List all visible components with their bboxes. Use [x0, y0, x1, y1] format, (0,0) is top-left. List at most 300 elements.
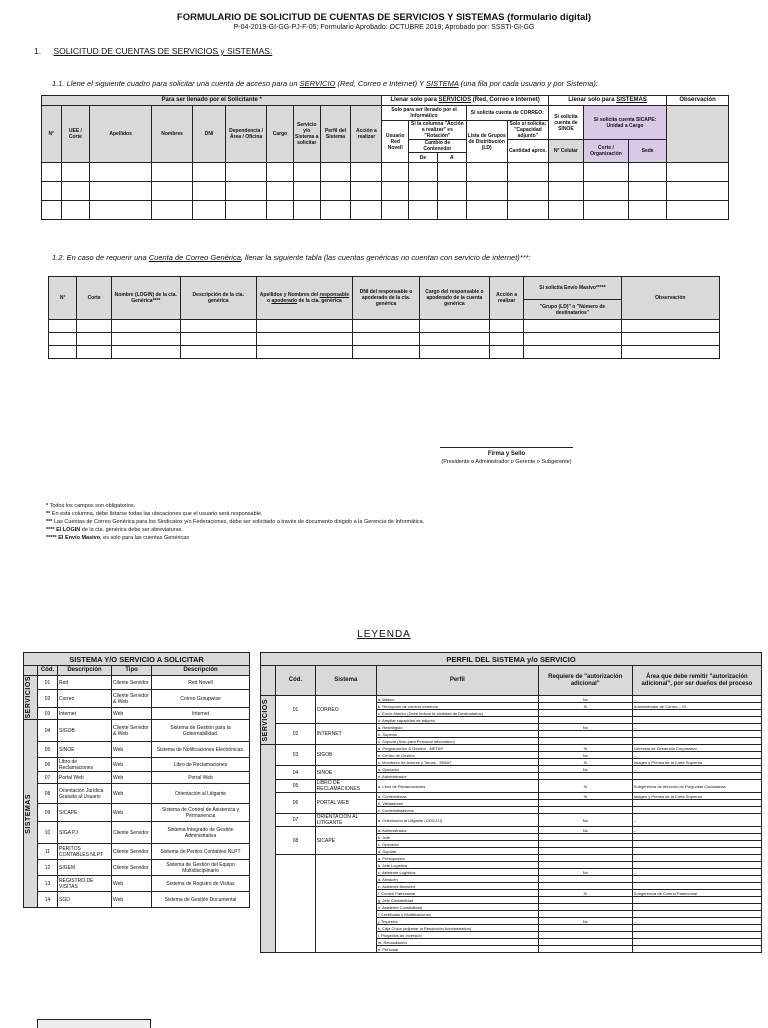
col-cargo: Cargo [267, 106, 294, 163]
legend-cell: -- [632, 918, 761, 925]
legend-cell: g. Jefe Contabilidad [376, 897, 538, 904]
legend-cell: Sistema de Registro de Visitas [152, 876, 250, 892]
legend-header: Área que debe remitir "autorización adicional", por ser dueños del proceso [632, 666, 761, 696]
instruction-1-1 [52, 79, 598, 88]
legend-cell [538, 939, 632, 946]
legend-cell: Web [112, 772, 152, 784]
legend-cell: No [538, 696, 632, 703]
legend-cell: a. Libro de Reclamaciones [376, 780, 538, 793]
header-text: o [267, 298, 272, 304]
legend-cell: REGISTRO DE VISITAS [58, 876, 112, 892]
legend-header: Cód. [276, 666, 315, 696]
legend-cell: a. Contenidistas [376, 793, 538, 800]
legend-cell: No [538, 814, 632, 827]
legend-cell [632, 876, 761, 883]
footnote-mark: ** [46, 511, 51, 517]
legend-cell: Si [538, 745, 632, 752]
legend-cell: Web [112, 892, 152, 908]
legend-cell [276, 855, 315, 953]
legend-cell [538, 717, 632, 724]
legend-cell: -- [632, 869, 761, 876]
legend-row [261, 696, 762, 703]
legend-cell: b. Centro de Gestión [376, 752, 538, 759]
legend-header: Perfil [376, 666, 538, 696]
legend-cell: INTERNET [315, 724, 376, 745]
legend-header: Descripción [58, 666, 112, 676]
footnote-text: En esta columna, debe listarse todas las ubicaciones que el usuario será responsable. [50, 511, 263, 517]
legend-cell: 07 [276, 814, 315, 827]
legend-cell: h. Asistente Contabilidad [376, 904, 538, 911]
legend-cell: a. Básico [376, 696, 538, 703]
legend-cell: a. Presupuesto [376, 855, 538, 862]
legend-cell: 12 [38, 860, 58, 876]
legend-cell [538, 862, 632, 869]
col2-n: N° [49, 277, 77, 320]
legend-cell: SINOE [58, 742, 112, 758]
legend-row [24, 822, 250, 844]
sub-informatico: Solo para ser llenado por el Informático [382, 106, 466, 121]
legend-cell: Gerencia de Desarrollo Corporativo [632, 745, 761, 752]
generic-account-word: Cuenta de Correo Genérica [148, 253, 241, 262]
legend-cell [315, 855, 376, 953]
instruction-text: (Red, Correo e Internet) Y [335, 79, 426, 88]
legend-cell: l. Proyectos de Inversión [376, 932, 538, 939]
instruction-text: , llenar la siguiente tabla (las cuentas genéricas no cuentan con servicio de internet)***: [240, 253, 531, 262]
legend-row [261, 793, 762, 800]
legend-header: Requiere de "autorización adicional" [538, 666, 632, 696]
legend-row [261, 724, 762, 731]
legend-header: Descripción [152, 666, 250, 676]
legend-cell: SICAPE [315, 827, 376, 855]
legend-row [261, 766, 762, 773]
col2-grupo: "Grupo (LD)" o "Número de destinatarios" [524, 300, 621, 320]
legend-row [24, 876, 250, 892]
legend-cell: Cliente Servidor [112, 822, 152, 844]
legend-cell: d. Almacén [376, 876, 538, 883]
legend-cell [538, 904, 632, 911]
legend-cell: a. Restringido [376, 724, 538, 731]
legend-row [24, 690, 250, 708]
legend-cell: Cliente Servidor & Web [112, 720, 152, 742]
col2-accion: Acción a realizar [489, 277, 523, 320]
col-corte-org: Corte / Organización [583, 140, 628, 163]
legend-cell: Administrador de Correo – GI [632, 703, 761, 710]
sub-correo: Si solicita cuenta de CORREO: [466, 106, 548, 121]
legend-row [261, 827, 762, 834]
leyenda-title: LEYENDA [357, 629, 411, 640]
col-a: A [437, 153, 466, 163]
legend-cell [632, 738, 761, 745]
services-legend-title: SISTEMA Y/O SERVICIO A SOLICITAR [24, 653, 250, 666]
legend-cell: 05 [38, 742, 58, 758]
legend-cell: Si [538, 759, 632, 766]
col-de: De [409, 153, 438, 163]
legend-cell [632, 855, 761, 862]
legend-cell: PERITOS CONTABLES NLPT [58, 844, 112, 860]
legend-cell: -- [632, 814, 761, 827]
legend-cell: -- [632, 752, 761, 759]
legend-cell: Web [112, 742, 152, 758]
footnote-mark: *** [46, 519, 53, 525]
header-text: responsable [319, 292, 350, 298]
legend-cell: 08 [38, 784, 58, 804]
legend-row [24, 804, 250, 822]
legend-cell: Sistema de Gestión para la Gobernabilidad. [152, 720, 250, 742]
legend-cell: f. Control Patrimonial [376, 890, 538, 897]
footnote-text: Las Cuentas de Correo Genérica para los Sindicatos y/o Federaciones, debe ser solicitado a través de documento dirigido a la Gerencia de Informática. [52, 519, 425, 525]
header-text: apoderado [271, 298, 298, 304]
legend-cell: Subgerencia de Atención de Preguntas Ciudadanas [632, 780, 761, 793]
instruction-text: 1.2. En caso de requerir una [52, 253, 149, 262]
legend-cell: Si [538, 793, 632, 800]
legend-cell: b. Administrador [376, 773, 538, 780]
col-lista: Lista de Grupos de Distribución (LD) [466, 121, 507, 163]
table-row [42, 182, 729, 201]
sistema-word: SISTEMA [426, 79, 459, 88]
legend-cell: Sistema de Peritos Contables NLPT [152, 844, 250, 860]
legend-cell [538, 834, 632, 841]
footnote [46, 510, 424, 518]
legend-cell [632, 897, 761, 904]
legend-cell [538, 800, 632, 807]
group-sistemas [548, 96, 666, 106]
signature-line [440, 447, 573, 448]
legend-group-label: SISTEMAS [25, 793, 32, 834]
legend-cell: a. Orientación al Litigante (OOGJ U) [376, 814, 538, 827]
col2-observacion: Observación [621, 277, 719, 320]
legend-cell: 01 [38, 676, 58, 690]
legend-cell: Cliente Servidor [112, 860, 152, 876]
legend-cell [632, 925, 761, 932]
legend-cell: 11 [38, 844, 58, 860]
legend-cell: Sistema Integrado de Gestión Administrativa [152, 822, 250, 844]
legend-cell: Red [58, 676, 112, 690]
col-celular: N° Celular [548, 140, 583, 163]
legend-cell: b. Jefe Logística [376, 862, 538, 869]
legend-cell: m. Recaudación [376, 939, 538, 946]
legend-header: Cód. [38, 666, 58, 676]
col-usuario-red: Usuario Red Novell [382, 121, 409, 163]
legend-cell [538, 883, 632, 890]
legend-cell: b. Validadores [376, 800, 538, 807]
signature-sublabel: (Presidente o Administrador o Gerente o Subgerente) [441, 459, 572, 465]
legend-cell: Subgerencia de Control Patrimonial [632, 890, 761, 897]
table-row [49, 333, 720, 346]
legend-cell: -- [632, 696, 761, 703]
signature-label: Firma y Sello [487, 451, 526, 457]
legend-cell: c. Soporte (Sólo para Personal Informático) [376, 738, 538, 745]
group-observacion: Observación [667, 96, 729, 106]
legend-cell: Sistema de Gestión Documental [152, 892, 250, 908]
header-text: de la cta. genérica [297, 298, 342, 304]
legend-header: Tipo [112, 666, 152, 676]
legend-cell: SIGA PJ [58, 822, 112, 844]
legend-cell [538, 932, 632, 939]
col-sede: Sede [629, 140, 667, 163]
col2-cargo: Cargo del responsable o apoderado de la cuenta genérica [419, 277, 489, 320]
legend-cell: Libro de Reclamaciones [58, 758, 112, 772]
table-row [42, 201, 729, 220]
legend-cell: No [538, 918, 632, 925]
legend-cell: Red Novell [152, 676, 250, 690]
legend-cell: -- [632, 827, 761, 834]
col2-dni: DNI del responsable o apoderado de la cta. genérica [353, 277, 420, 320]
legend-cell [632, 773, 761, 780]
legend-row [24, 860, 250, 876]
legend-row [24, 892, 250, 908]
legend-row [261, 814, 762, 827]
legend-row [24, 772, 250, 784]
legend-cell [538, 946, 632, 953]
col-sicape: Si solicita cuenta SICAPE: Unidad a Cargo [583, 106, 666, 140]
col2-apellidos [256, 277, 352, 320]
legend-cell [632, 904, 761, 911]
legend-cell: b. Superior [376, 731, 538, 738]
legend-cell: SIGEM [58, 860, 112, 876]
legend-cell: 09 [38, 804, 58, 822]
legend-cell: SIGOB [315, 745, 376, 766]
legend-cell [538, 911, 632, 918]
legend-cell [632, 932, 761, 939]
legend-cell: 02 [276, 724, 315, 745]
legend-row [24, 708, 250, 720]
legend-cell: 02 [38, 690, 58, 708]
col-n: N° [42, 106, 62, 163]
generic-account-table [48, 276, 720, 359]
legend-cell: c. Monitoreo de Actores y Temas - SIMAT [376, 759, 538, 766]
legend-cell: 10 [38, 822, 58, 844]
col-observacion-blank [667, 106, 729, 163]
form-subtitle: P-04-2019-GI-GG-PJ-F-05; Formulario Aprobado: OCTUBRE 2019; Aprobado por: SSSTI-GI-GG [233, 24, 535, 31]
legend-cell: SIGOB [58, 720, 112, 742]
legend-cell [632, 717, 761, 724]
group-text: Llenar solo para [568, 97, 617, 103]
legend-cell: No [538, 827, 632, 834]
legend-cell: ORIENTACIÓN AL LITIGANTE [315, 814, 376, 827]
legend-row [261, 745, 762, 752]
col-perfil: Perfil del Sistema [320, 106, 351, 163]
legend-header: Sistema [315, 666, 376, 696]
legend-cell: Libro de Reclamaciones [152, 758, 250, 772]
table-row [42, 163, 729, 182]
legend-cell [632, 939, 761, 946]
legend-cell [538, 855, 632, 862]
legend-cell: No [538, 724, 632, 731]
footnote [46, 534, 424, 542]
legend-cell: 04 [38, 720, 58, 742]
legend-cell: LIBRO DE RECLAMACIONES [315, 780, 376, 793]
legend-cell [632, 911, 761, 918]
legend-group-label: SERVICIOS [25, 676, 32, 719]
legend-cell [538, 841, 632, 848]
legend-cell: Internet [152, 708, 250, 720]
legend-cell: n. Personal [376, 946, 538, 953]
col2-descripcion: Descripción de la cta. genérica [180, 277, 256, 320]
legend-cell [538, 710, 632, 717]
legend-cell: c. Contenidistasvers [376, 807, 538, 814]
legend-cell: Internet [58, 708, 112, 720]
legend-cell [632, 800, 761, 807]
legend-cell: Si [538, 780, 632, 793]
legend-cell: Si [538, 703, 632, 710]
legend-row [261, 855, 762, 862]
legend-cell: 07 [38, 772, 58, 784]
legend-cell [632, 731, 761, 738]
legend-cell: 01 [276, 696, 315, 724]
legend-cell: 05 [276, 780, 315, 793]
legend-cell: Web [112, 876, 152, 892]
instruction-text: 1.1. Llene el siguiente cuadro para solicitar una cuenta de acceso para un [52, 79, 300, 88]
legend-cell: Sistema de Gestión del Equipo Multidisciplinario [152, 860, 250, 876]
group-solicitante: Para ser llenado por el Solicitante * [42, 96, 382, 106]
col-columna-accion: Si la columna "Acción a realizar" es "Rotación" [409, 121, 467, 140]
legend-cell: 08 [276, 827, 315, 855]
legend-cell [632, 710, 761, 717]
footnote-mark: ***** El Envío Masivo [46, 535, 101, 541]
group-text: SISTEMAS [616, 97, 647, 103]
legend-cell: -- [632, 766, 761, 773]
col-cambio: Cambio de Contenedor [409, 140, 467, 153]
col-sinoe: Si solicita cuenta de SINOE [548, 106, 583, 140]
legend-group-label: SERVICIOS [262, 698, 269, 742]
group-text: SERVICIOS [438, 97, 472, 103]
footnotes [46, 502, 424, 542]
footnote-text: Todos los campos son obligatorios. [48, 503, 136, 509]
section-title: SOLICITUD DE CUENTAS DE SERVICIOS y SISTEMAS: [53, 46, 273, 56]
legend-cell: SINOE [315, 766, 376, 780]
legend-cell [538, 773, 632, 780]
legend-cell: i. Certificado y Modificaciones [376, 911, 538, 918]
legend-cell: Orientación al Litigante [152, 784, 250, 804]
legend-cell: Correo [58, 690, 112, 708]
footnote [46, 502, 424, 510]
legend-cell: a. Operador [376, 766, 538, 773]
legend-cell [538, 807, 632, 814]
legend-cell: c. Asistente Logística [376, 869, 538, 876]
col-capacidad: Solo si solicita: "Capacidad adjunto" [507, 121, 548, 140]
legend-row [24, 844, 250, 860]
legend-cell: No [538, 752, 632, 759]
legend-cell: d. Soporte [376, 848, 538, 855]
legend-group-cell [261, 745, 276, 953]
legend-cell: j. Tesorería [376, 918, 538, 925]
legend-cell: Web [112, 758, 152, 772]
legend-cell: a. Programación & Gestión - METAS [376, 745, 538, 752]
instruction-text: (una fila por cada usuario y por Sistema): [458, 79, 598, 88]
legend-cell [538, 876, 632, 883]
footnote-text: de la cta. genérica debe ser abreviaturas. [80, 527, 183, 533]
legend-row [24, 784, 250, 804]
legend-cell: 14 [38, 892, 58, 908]
legend-cell: Cliente Servidor [112, 844, 152, 860]
section-1-heading [34, 46, 272, 56]
legend-cell: No [538, 869, 632, 876]
legend-cell [632, 841, 761, 848]
instruction-1-2 [52, 253, 531, 262]
legend-cell: SICAPE [58, 804, 112, 822]
legend-cell: e. Asistente Almacén [376, 883, 538, 890]
legend-cell: No [538, 766, 632, 773]
profile-legend-title: PERFIL DEL SISTEMA y/o SERVICIO [261, 653, 762, 666]
legend-cell: 06 [38, 758, 58, 772]
table-row [49, 346, 720, 359]
legend-cell: Imagen y Prensa de la Corte Suprema [632, 759, 761, 766]
col2-envio: Si solicita Envío Masivo***** [524, 277, 621, 300]
col-dependencia: Dependencia / Área / Oficina [226, 106, 267, 163]
legend-cell: c. Operador [376, 841, 538, 848]
footnote-mark: * [46, 503, 49, 509]
col-uee: UEE / Corte [61, 106, 90, 163]
legend-cell: Sistema de Notificaciones Electrónicas. [152, 742, 250, 758]
legend-cell: b. Recepción de correos externos [376, 703, 538, 710]
legend-cell [632, 848, 761, 855]
footnote [46, 518, 424, 526]
header-text: Apellidos y Nombres del [259, 292, 320, 298]
legend-cell: CORREO [315, 696, 376, 724]
footnote-mark: **** El LOGIN [46, 527, 81, 533]
legend-cell: k. Caja Chica (adjuntar la Resolución Administrativa) [376, 925, 538, 932]
legend-cell: Si [538, 890, 632, 897]
group-text: (Red, Correo e Internet) [471, 97, 540, 103]
legend-row [24, 742, 250, 758]
col2-corte: Corte [77, 277, 111, 320]
col-servicio: Servicio y/o Sistema a solicitar [293, 106, 320, 163]
legend-cell [632, 946, 761, 953]
legend-cell: b. Jefe [376, 834, 538, 841]
section-number: 1. [34, 46, 42, 56]
legend-row [261, 780, 762, 793]
table-row [49, 320, 720, 333]
legend-cell: 04 [276, 766, 315, 780]
request-table [41, 95, 729, 220]
legend-row [24, 720, 250, 742]
legend-cell: PORTAL WEB [315, 793, 376, 814]
profile-legend-table [260, 652, 762, 953]
legend-cell: Imagen y Prensa de la Corte Suprema [632, 793, 761, 800]
legend-cell: 03 [276, 745, 315, 766]
legend-cell [632, 834, 761, 841]
footnote [46, 526, 424, 534]
legend-cell [538, 925, 632, 932]
legend-cell: Web [112, 708, 152, 720]
legend-cell: SGD [58, 892, 112, 908]
servicio-word: SERVICIO [299, 79, 336, 88]
col-cantidad: Cantidad aprox. [507, 140, 548, 163]
form-title: FORMULARIO DE SOLICITUD DE CUENTAS DE SERVICIOS Y SISTEMAS (formulario digital) [176, 12, 592, 23]
legend-cell: Cliente Servidor & Web [112, 690, 152, 708]
col-apellidos: Apellidos [90, 106, 152, 163]
legend-cell: Sistema de Control de Asistencia y Permanencia [152, 804, 250, 822]
legend-cell: -- [632, 724, 761, 731]
legend-cell: Portal Web [152, 772, 250, 784]
legend-cell [538, 738, 632, 745]
legend-cell: Orientación Jurídica Gratuita al Usuario [58, 784, 112, 804]
legend-cell: 13 [38, 876, 58, 892]
legend-cell: Web [112, 804, 152, 822]
services-legend-table [23, 652, 250, 908]
legend-cell: a. Administrador [376, 827, 538, 834]
legend-row [24, 758, 250, 772]
legend-cell: 06 [276, 793, 315, 814]
footnote-text: , es solo para las cuentas Genéricas [100, 535, 190, 541]
legend-cell: d. Ampliar capacidad de adjunto [376, 717, 538, 724]
col-nombres: Nombres [152, 106, 193, 163]
legend-cell [538, 731, 632, 738]
legend-cell [632, 883, 761, 890]
col2-nombre: Nombre (LOGIN) de la cta. Genérica**** [111, 277, 180, 320]
legend-cell: Cliente Servidor [112, 676, 152, 690]
legend-cell [632, 862, 761, 869]
